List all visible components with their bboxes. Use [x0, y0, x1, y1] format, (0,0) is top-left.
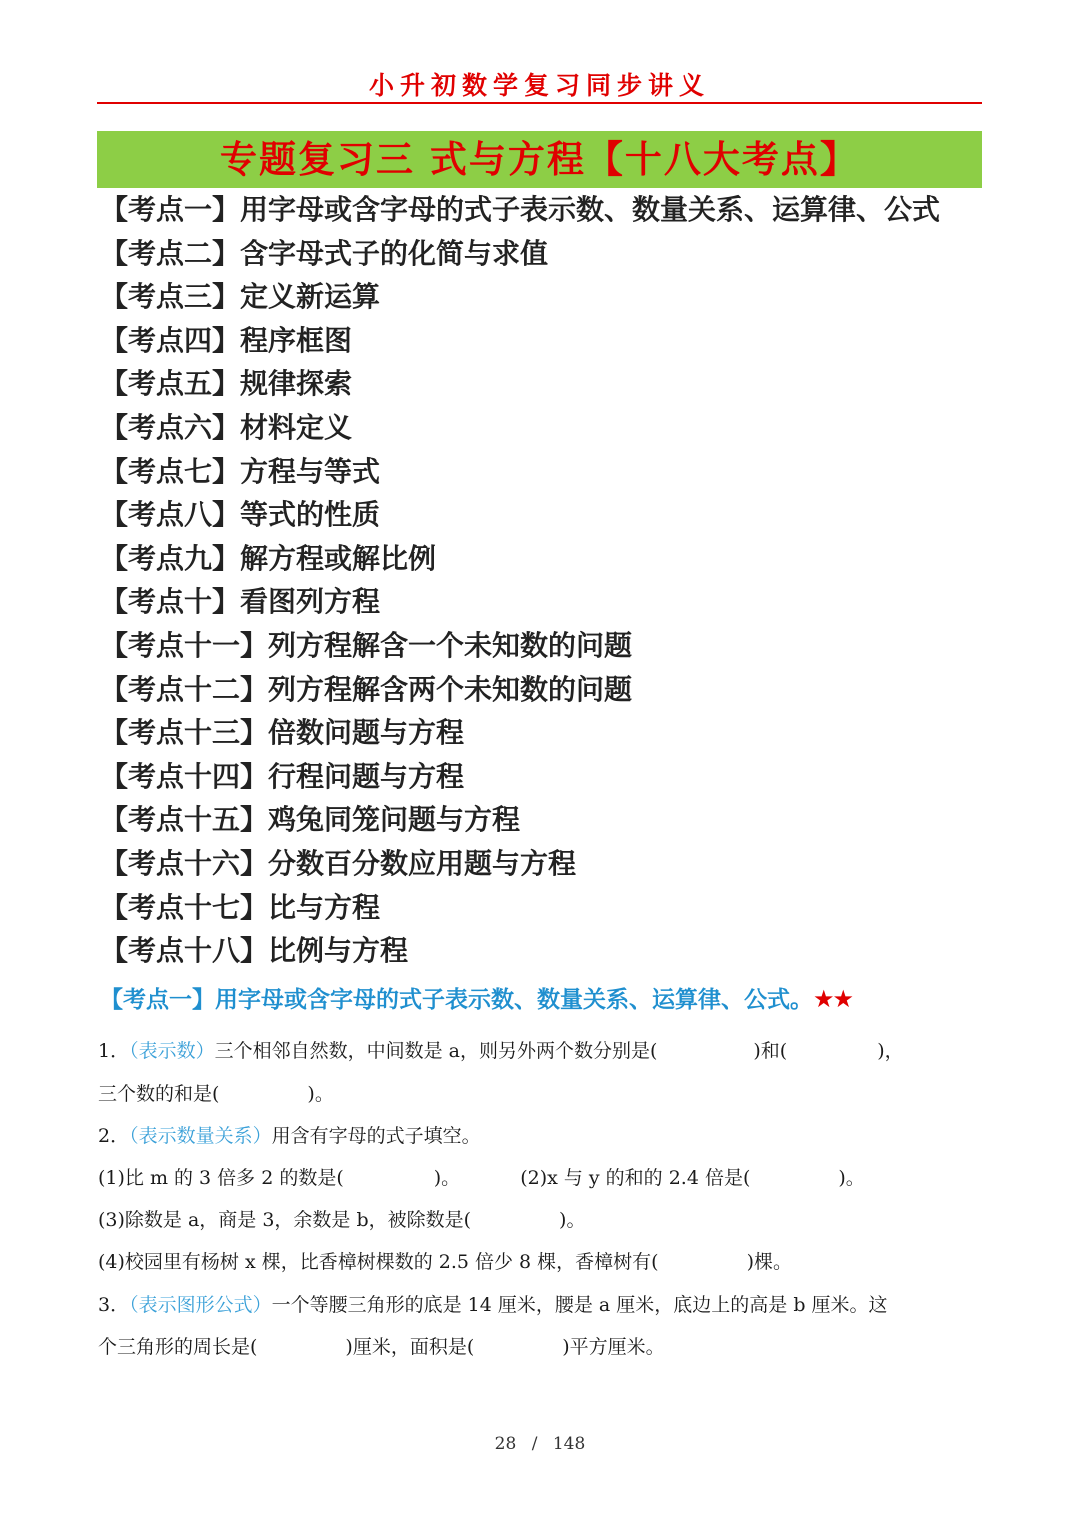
banner-title: 专题复习三 式与方程【十八大考点】 [220, 138, 859, 181]
question-text: )， [877, 1040, 904, 1062]
question-2-parts-1-2 [98, 1157, 982, 1200]
question-1-line-2 [98, 1073, 982, 1116]
question-text: )和( [753, 1040, 788, 1062]
question-text: (2)x 与 y 的和的 2.4 倍是( [520, 1167, 751, 1189]
topic-item: 【考点七】方程与等式 [100, 454, 381, 488]
topic-item: 【考点十七】比与方程 [100, 890, 381, 924]
question-number: 3． [98, 1294, 130, 1316]
question-number: 1． [98, 1040, 130, 1062]
topic-item: 【考点二】含字母式子的化简与求值 [100, 236, 549, 270]
question-tag: （表示数量关系） [129, 1125, 272, 1147]
topic-item: 【考点十八】比例与方程 [100, 934, 409, 968]
question-1-line-1 [98, 1030, 982, 1073]
topic-banner [97, 131, 982, 188]
question-text: )。 [433, 1167, 461, 1189]
topic-item: 【考点六】材料定义 [100, 410, 353, 444]
question-text: 个三角形的周长是( [98, 1336, 258, 1358]
question-3-line-2 [98, 1326, 982, 1369]
topic-item: 【考点十一】列方程解含一个未知数的问题 [100, 628, 633, 662]
topic-item: 【考点八】等式的性质 [100, 498, 381, 532]
topic-list [100, 188, 980, 973]
topic-item: 【考点四】程序框图 [100, 323, 353, 357]
question-2-part-4 [98, 1241, 982, 1284]
topic-item: 【考点十三】倍数问题与方程 [100, 716, 465, 750]
header-title: 小升初数学复习同步讲义 [368, 71, 710, 100]
page-header [97, 70, 982, 104]
section-title: 【考点一】用字母或含字母的式子表示数、数量关系、运算律、公式。 [100, 987, 813, 1013]
topic-item: 【考点十五】鸡兔同笼问题与方程 [100, 803, 521, 837]
question-text: (3)除数是 a，商是 3，余数是 b，被除数是( [98, 1209, 472, 1231]
topic-item: 【考点三】定义新运算 [100, 280, 381, 314]
question-text: )。 [307, 1083, 334, 1105]
question-text: (4)校园里有杨树 x 棵，比香樟树棵数的 2.5 倍少 8 棵，香樟树有( [98, 1251, 659, 1273]
page-number [0, 1434, 1080, 1454]
question-text: 一个等腰三角形的底是 14 厘米，腰是 a 厘米，底边上的高是 b 厘米。这 [271, 1294, 888, 1316]
question-tag: （表示数） [129, 1040, 215, 1062]
question-2-line-1 [98, 1115, 982, 1158]
topic-item: 【考点一】用字母或含字母的式子表示数、数量关系、运算律、公式 [100, 193, 941, 226]
question-text: )。 [838, 1167, 865, 1189]
question-number: 2． [98, 1125, 130, 1147]
topic-item: 【考点十四】行程问题与方程 [100, 759, 465, 793]
topic-item: 【考点五】规律探索 [100, 367, 353, 401]
section-heading [100, 979, 980, 1019]
question-2-part-3 [98, 1199, 982, 1242]
question-tag: （表示图形公式） [129, 1294, 272, 1316]
question-text: )棵。 [746, 1251, 793, 1273]
topic-item: 【考点十六】分数百分数应用题与方程 [100, 846, 577, 880]
question-3-line-1 [98, 1284, 982, 1327]
star-rating-icon: ★★ [813, 985, 853, 1013]
question-text: 三个相邻自然数，中间数是 a，则另外两个数分别是( [214, 1040, 658, 1062]
topic-item: 【考点九】解方程或解比例 [100, 541, 437, 575]
question-text: )平方厘米。 [562, 1336, 665, 1358]
question-text: )厘米，面积是( [345, 1336, 475, 1358]
topic-item: 【考点十二】列方程解含两个未知数的问题 [100, 672, 633, 706]
topic-item: 【考点十】看图列方程 [100, 585, 381, 619]
page-separator: / [531, 1434, 538, 1454]
question-text: (1)比 m 的 3 倍多 2 的数是( [98, 1167, 344, 1189]
total-pages: 148 [552, 1434, 586, 1454]
question-text: )。 [559, 1209, 586, 1231]
question-text: 三个数的和是( [98, 1083, 220, 1105]
question-text: 用含有字母的式子填空。 [271, 1125, 481, 1147]
current-page: 28 [494, 1434, 517, 1454]
